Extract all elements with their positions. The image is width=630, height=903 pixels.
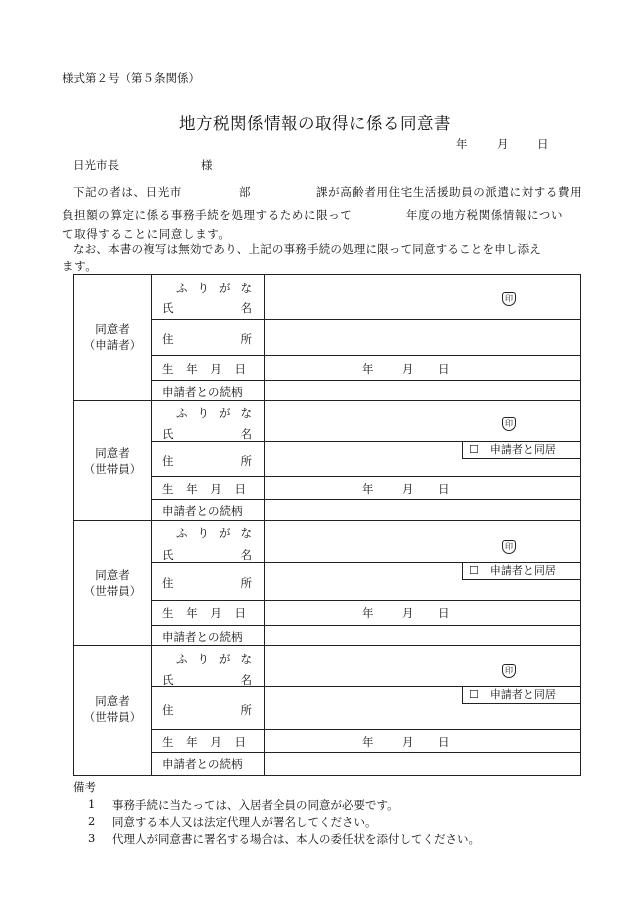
row-line: [152, 600, 580, 601]
relation-label: 申請者との続柄: [162, 504, 243, 518]
address-label: 住 所: [162, 454, 252, 468]
birthdate-day: 日: [438, 735, 450, 749]
body-p1-ka-rest: 課が高齢者用住宅生活援助員の派遣に対する費用: [316, 185, 583, 199]
table-divider-v2: [264, 275, 265, 775]
name-label: 氏 名: [162, 301, 252, 315]
seal-mark: 印: [502, 540, 516, 554]
relation-label: 申請者との続柄: [162, 757, 243, 771]
body-p1-line2: 負担額の算定に係る事務手続を処理するために限って: [62, 208, 353, 222]
birthdate-year: 年: [362, 735, 374, 749]
birthdate-month: 月: [402, 606, 414, 620]
same-household-checkbox[interactable]: ☐ 申請者と同居: [462, 562, 581, 580]
birthdate-day: 日: [438, 362, 450, 376]
address-label: 住 所: [162, 703, 252, 717]
row-line: [152, 752, 580, 753]
row-line: [152, 499, 580, 500]
birthdate-year: 年: [362, 606, 374, 620]
date-day-label: 日: [537, 137, 549, 151]
remark-text: 事務手続に当たっては、入居者全員の同意が必要です。: [112, 798, 399, 812]
seal-mark: 印: [502, 417, 516, 431]
date-month-label: 月: [497, 137, 509, 151]
furigana-label: ふ り が な: [176, 526, 252, 540]
page-title: 地方税関係情報の取得に係る同意書: [179, 114, 451, 133]
body-p2-line2: ます。: [62, 259, 98, 273]
role-label: 同意者 （世帯員）: [83, 568, 142, 598]
section-separator: [74, 400, 580, 401]
address-label: 住 所: [162, 576, 252, 590]
body-p1-bu: 部: [239, 185, 252, 199]
birthdate-year: 年: [362, 482, 374, 496]
furigana-label: ふ り が な: [176, 406, 252, 420]
furigana-label: ふ り が な: [176, 652, 252, 666]
row-line: [152, 476, 580, 477]
addressee-honorific: 様: [201, 158, 213, 172]
body-p1-prefix: 下記の者は、日光市: [73, 185, 182, 199]
same-household-checkbox[interactable]: ☐ 申請者と同居: [462, 686, 581, 704]
birthdate-day: 日: [438, 606, 450, 620]
relation-label: 申請者との続柄: [162, 630, 243, 644]
date-year-label: 年: [456, 137, 468, 151]
remark-number: 3: [88, 831, 96, 845]
consent-table: [73, 274, 581, 776]
role-label: 同意者 （世帯員）: [83, 446, 142, 476]
birthdate-day: 日: [438, 482, 450, 496]
furigana-label: ふ り が な: [176, 281, 252, 295]
seal-mark: 印: [502, 664, 516, 678]
row-line: [152, 355, 580, 356]
birthdate-year: 年: [362, 362, 374, 376]
body-p1-line3: て取得することに同意します。: [62, 227, 231, 241]
relation-label: 申請者との続柄: [162, 385, 243, 399]
birthdate-label: 生 年 月 日: [162, 735, 246, 749]
body-p2-line1: なお、本書の複写は無効であり、上記の事務手続の処理に限って同意することを申し添え: [73, 242, 541, 256]
birthdate-label: 生 年 月 日: [162, 606, 246, 620]
body-p1-line2-rest: 年度の地方税関係情報につい: [406, 208, 564, 222]
role-label: 同意者 （世帯員）: [83, 694, 142, 724]
section-separator: [74, 645, 580, 646]
same-household-checkbox[interactable]: ☐ 申請者と同居: [462, 441, 581, 459]
form-number-label: 様式第２号（第５条関係）: [62, 71, 200, 85]
remark-text: 代理人が同意書に署名する場合は、本人の委任状を添付してください。: [112, 832, 480, 846]
birthdate-label: 生 年 月 日: [162, 362, 246, 376]
birthdate-month: 月: [402, 482, 414, 496]
birthdate-month: 月: [402, 362, 414, 376]
name-label: 氏 名: [162, 548, 252, 562]
section-separator: [74, 520, 580, 521]
name-label: 氏 名: [162, 427, 252, 441]
birthdate-label: 生 年 月 日: [162, 482, 246, 496]
row-line: [152, 380, 580, 381]
remark-number: 1: [88, 797, 96, 811]
seal-mark: 印: [502, 292, 516, 306]
table-divider-v1: [151, 275, 152, 775]
addressee-name: 日光市長: [73, 158, 119, 172]
remark-number: 2: [88, 814, 96, 828]
row-line: [152, 729, 580, 730]
remarks-heading: 備考: [73, 780, 96, 794]
row-line: [152, 625, 580, 626]
role-label: 同意者 （申請者）: [83, 322, 142, 352]
address-label: 住 所: [162, 332, 252, 346]
birthdate-month: 月: [402, 735, 414, 749]
name-label: 氏 名: [162, 673, 252, 687]
row-line: [152, 319, 580, 320]
remark-text: 同意する本人又は法定代理人が署名してください。: [112, 815, 377, 829]
